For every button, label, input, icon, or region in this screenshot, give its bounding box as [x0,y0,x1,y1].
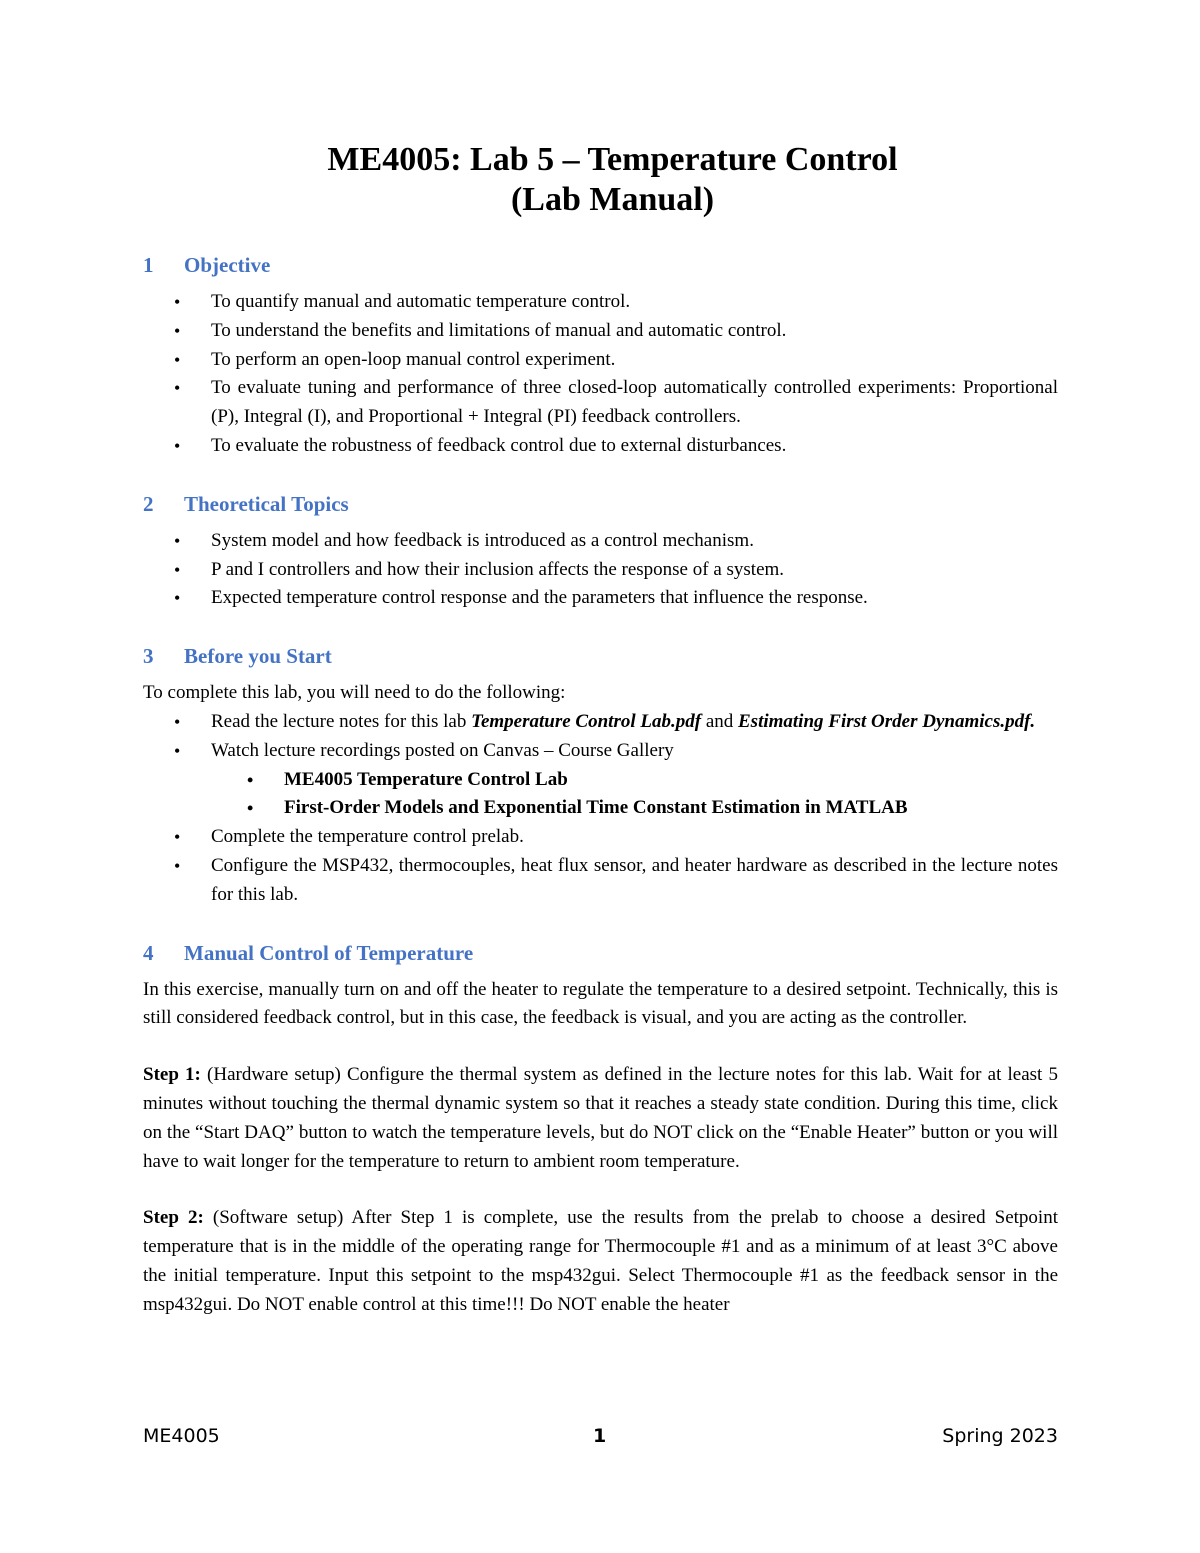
list-item: • Complete the temperature control prelab. [143,823,1058,852]
read-prefix: Read the lecture notes for this lab [211,710,472,732]
section-title: Theoretical Topics [184,491,349,516]
list-item-read-notes [143,708,1058,737]
step-text: (Software setup) After Step 1 is complete, use the results from the prelab to choose a desired Setpoint temperature that is in the middle of the operating range for Thermocouple #1 and as a minimum of at least 3°C above the initial temperature. Input this setpoint to the msp432gui. Select Thermocouple #1 as the feedback sensor in the msp432gui. Do NOT enable control at this time!!! Do NOT enable the heater [143,1207,1058,1315]
step-text: (Hardware setup) Configure the thermal system as defined in the lecture notes for this lab. Wait for at least 5 minutes without touching the thermal dynamic system so that it reaches a steady state condition. During this time, click on the “Start DAQ” button to watch the temperature levels, but do NOT click on the “Enable Heater” button or you will have to wait longer for the temperature to return to ambient room temperature. [143,1064,1058,1172]
list-item: • Configure the MSP432, thermocouples, heat flux sensor, and heater hardware as described in the lecture notes for this lab. [143,852,1058,910]
step-label: Step 2: [143,1207,204,1229]
section-title: Before you Start [184,644,332,669]
list-item: • To understand the benefits and limitations of manual and automatic control. [143,317,1058,346]
list-item: • First-Order Models and Exponential Time Constant Estimation in MATLAB [143,794,1058,823]
step-2-paragraph [143,1204,1058,1319]
footer-page-number: 1 [593,1425,607,1447]
section-number: 4 [143,940,154,965]
list-item: • To quantify manual and automatic temperature control. [143,288,1058,317]
section-number: 3 [143,644,154,669]
page-content [143,140,1058,1320]
document-title [167,140,1058,220]
before-start-intro: To complete this lab, you will need to do the following: [143,682,566,704]
read-and: and [701,710,738,732]
section-number: 2 [143,491,154,516]
list-item: • Watch lecture recordings posted on Canvas – Course Gallery [143,737,1058,766]
section-heading-before-you-start [143,643,1058,669]
title-line-1: ME4005: Lab 5 – Temperature Control [327,141,898,178]
section-heading-manual-control [143,940,1058,966]
list-item: • ME4005 Temperature Control Lab [143,766,1058,795]
section-title: Objective [184,253,271,277]
step-1-paragraph [143,1061,1058,1176]
step-label: Step 1: [143,1064,201,1086]
file-name: Estimating First Order Dynamics.pdf. [738,710,1036,732]
list-item: • To evaluate tuning and performance of three closed-loop automatically controlled experiments: Proportional (P), Integral (I), and Proportional + Integral (PI) feedback controllers. [143,374,1058,432]
before-start-list [143,708,1058,766]
section-heading-theoretical-topics [143,491,1058,517]
footer-course: ME4005 [143,1425,220,1447]
section-title: Manual Control of Temperature [184,940,474,965]
recordings-list [143,766,1058,824]
title-line-2: (Lab Manual) [510,181,715,218]
section-heading-objective [143,252,1058,278]
page-footer [143,1425,1058,1455]
file-name: Temperature Control Lab.pdf [471,710,702,732]
list-item: • To perform an open-loop manual control experiment. [143,346,1058,375]
topics-list [143,527,1058,613]
objective-list [143,288,1058,461]
list-item: • Expected temperature control response and the parameters that influence the response. [143,584,1058,613]
section-number: 1 [143,253,154,277]
before-start-list-more [143,823,1058,909]
list-item: • P and I controllers and how their inclusion affects the response of a system. [143,556,1058,585]
list-item: • To evaluate the robustness of feedback control due to external disturbances. [143,432,1058,461]
footer-term: Spring 2023 [942,1425,1058,1447]
manual-control-intro: In this exercise, manually turn on and off the heater to regulate the temperature to a desired setpoint. Technically, this is still considered feedback control, but in this case, the feedback is visual, and you are acting as the controller. [143,978,1058,1029]
list-item: • System model and how feedback is introduced as a control mechanism. [143,527,1058,556]
